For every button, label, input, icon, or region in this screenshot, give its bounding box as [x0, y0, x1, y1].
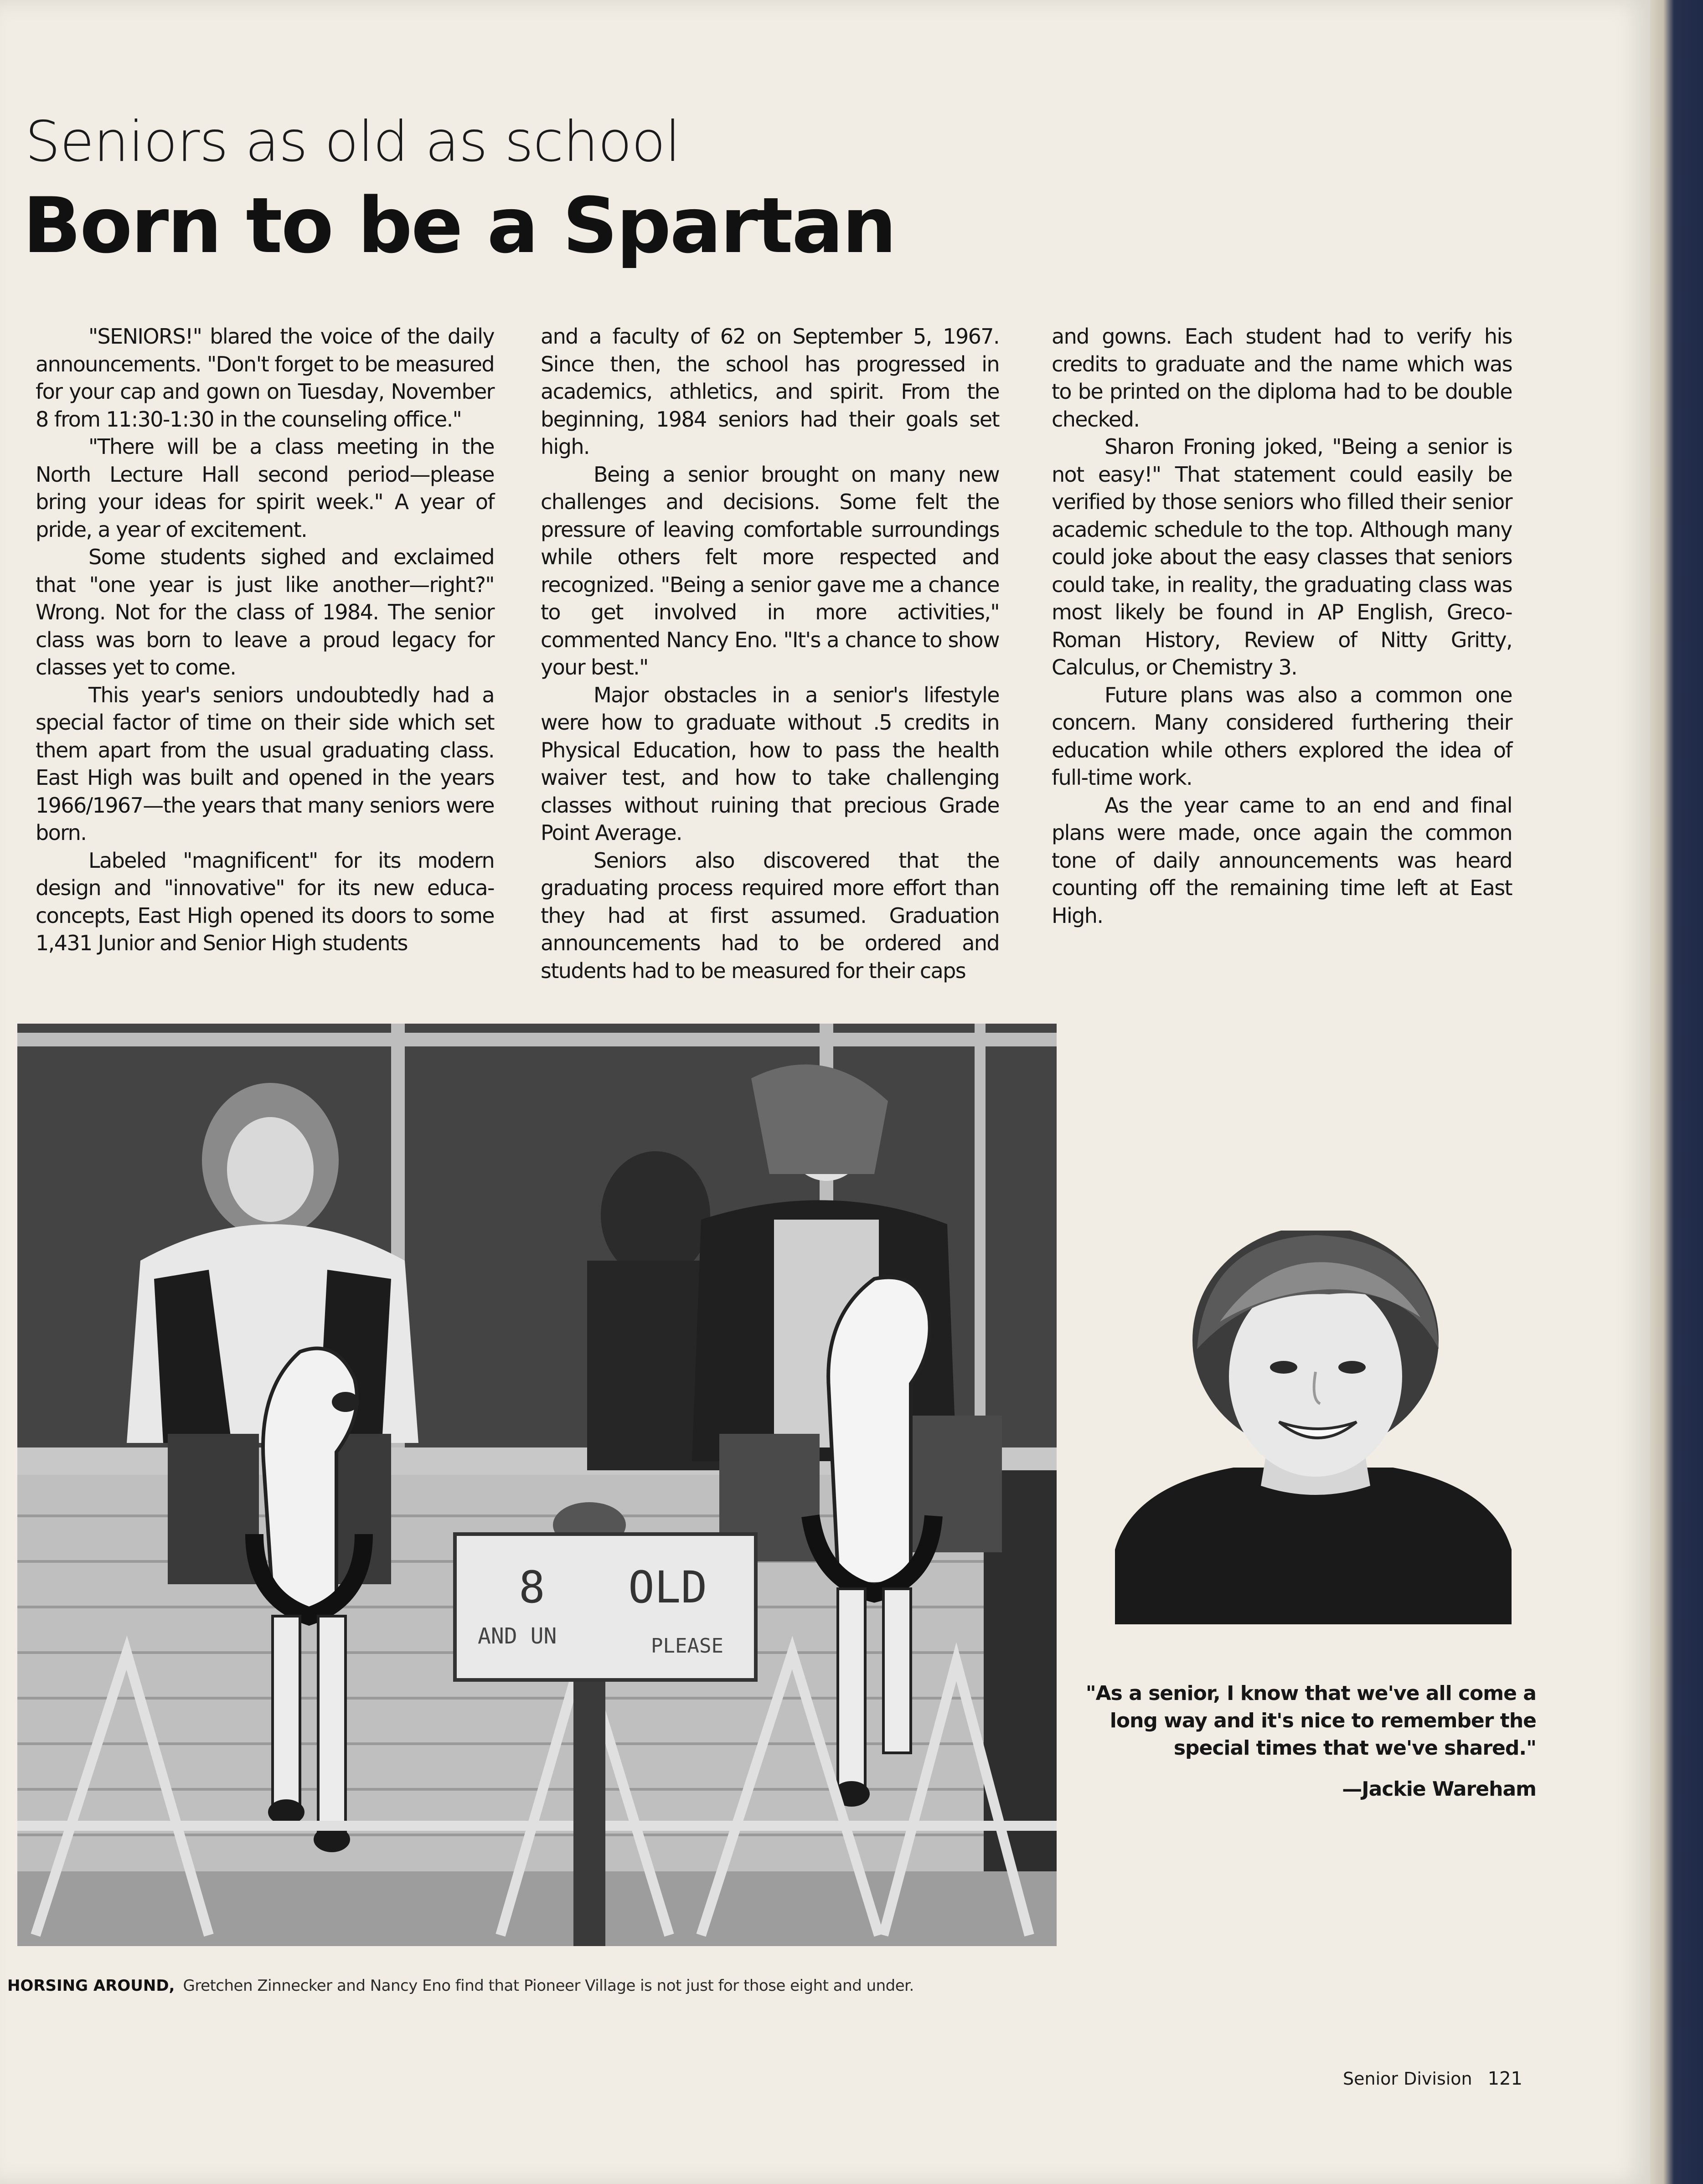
caption-text: Gretchen Zinnecker and Nancy Eno find that Pioneer Village is not just for those eight and under.: [183, 1977, 914, 1995]
pull-quote: "As a senior, I know that we've all come a long way and it's nice to remember the special times that we've shared.": [1085, 1682, 1536, 1760]
paragraph: "There will be a class meeting in the North Lecture Hall second period—please bring your ideas for spirit week." A year of pride, a year of excitement.: [36, 434, 494, 542]
article-column-3: [1052, 323, 1512, 929]
page-number: 121: [1487, 2068, 1522, 2089]
article-headline: Born to be a Spartan: [23, 181, 895, 270]
photo-caption: [7, 1977, 1101, 1995]
book-binding-edge: [1650, 0, 1703, 2184]
sign-text-please: PLEASE: [651, 1634, 723, 1658]
paragraph: and a faculty of 62 on September 5, 1967. Since then, the school has progressed in academics, athletics, and spirit. From the beginning, 1984 seniors had their goals set high.: [541, 324, 999, 459]
jackie-wareham-portrait: [1115, 1231, 1512, 1624]
paragraph: Being a senior brought on many new challenges and decisions. Some felt the pressure of leaving comfortable surroundings while others felt more respected and recognized. "Being a senior gave me a chance to get involved in more activities," commented Nancy Eno. "It's a chance to show your best.": [541, 462, 999, 680]
portrait-illustration: [1115, 1231, 1512, 1624]
quote-attribution: —Jackie Wareham: [1342, 1777, 1536, 1801]
paragraph: Major obstacles in a senior's lifestyle were how to graduate without .5 credits in Physical Education, how to pass the health waiver test, and how to take challenging classes without ruining that precious Grade Point Average.: [541, 682, 999, 845]
article-kicker: Seniors as old as school: [25, 109, 680, 174]
paragraph: This year's seniors undoubtedly had a special factor of time on their side which set them apart from the usual graduating class. East High was built and opened in the years 1966/1967—the years that many seniors were born.: [36, 682, 494, 845]
paragraph: Sharon Froning joked, "Being a senior is not easy!" That statement could easily be verified by those seniors who filled their senior academic schedule to the top. Although many could joke about the easy classes that seniors could take, in reality, the graduating class was most likely be found in AP English, Greco-Roman History, Review of Nitty Gritty, Calculus, or Chemistry 3.: [1052, 434, 1512, 680]
sign-text-and-under: AND UN: [478, 1623, 557, 1649]
paragraph: "SENIORS!" blared the voice of the daily announcements. "Don't forget to be measured for your cap and gown on Tuesday, November 8 from 11:30-1:30 in the counseling office.": [36, 324, 494, 432]
paragraph: Some students sighed and exclaimed that "one year is just like another—right?" Wrong. Not for the class of 1984. The senior class was born to leave a proud legacy for classes yet to come.: [36, 545, 494, 680]
paragraph: Future plans was also a common one concern. Many considered furthering their education while others explored the idea of full-time work.: [1052, 682, 1512, 790]
article-column-2: [541, 323, 999, 984]
horsing-around-photo: [17, 1024, 1057, 1946]
sign-text-old: OLD: [628, 1562, 707, 1613]
paragraph: and gowns. Each student had to verify his credits to graduate and the name which was to be printed on the diploma had to be double checked.: [1052, 324, 1512, 432]
article-column-1: [36, 323, 494, 957]
sign-text-age: 8: [519, 1562, 545, 1613]
paragraph: Labeled "magnificent" for its modern design and "innovative" for its new educa-concepts, East High opened its doors to some 1,431 Junior and Senior High students: [36, 848, 494, 955]
page-footer: [1231, 2068, 1522, 2089]
caption-lead: HORSING AROUND,: [7, 1977, 175, 1995]
photo-illustration: [17, 1024, 1057, 1946]
paragraph: Seniors also discovered that the graduating process required more effort than they had at first assumed. Graduation announcements had to be ordered and students had to be measured for their caps: [541, 848, 999, 983]
paragraph: As the year came to an end and final plans were made, once again the common tone of daily announcements was heard counting off the remaining time left at East High.: [1052, 793, 1512, 928]
section-name: Senior Division: [1342, 2069, 1472, 2089]
